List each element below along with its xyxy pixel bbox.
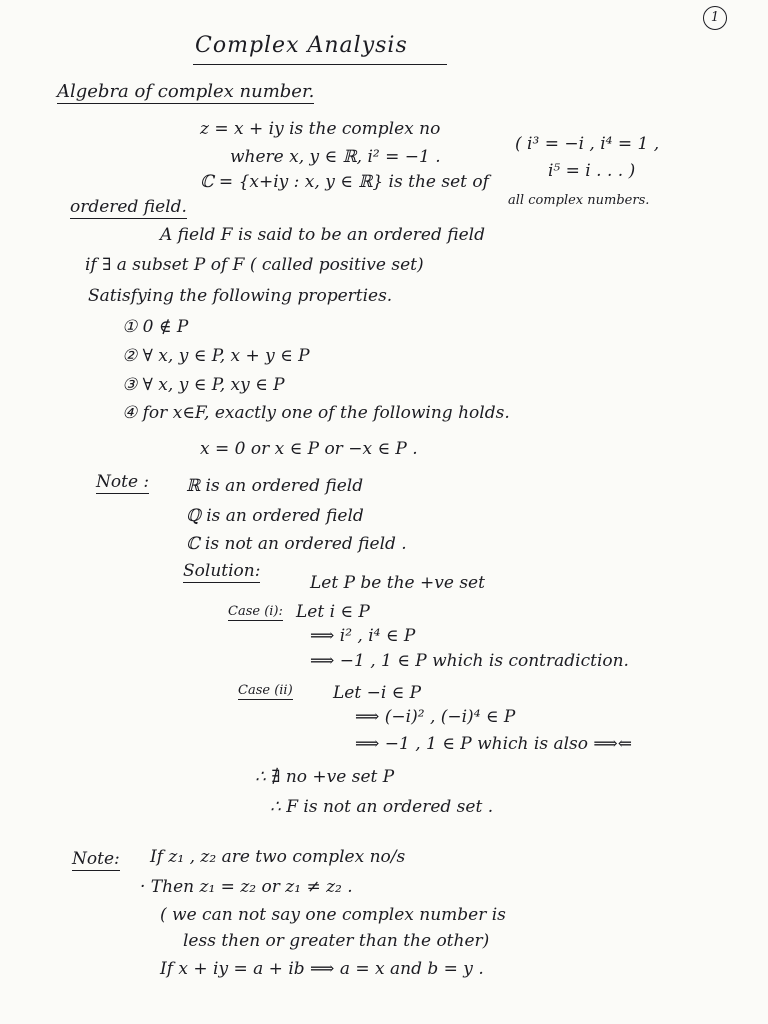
property-4-cases: x = 0 or x ∈ P or −x ∈ P . xyxy=(200,439,418,459)
page-title: Complex Analysis xyxy=(195,33,408,58)
conclusion-line-2: ∴ F is not an ordered set . xyxy=(270,797,494,817)
solution-line-1: Let P be the +ve set xyxy=(310,573,485,593)
property-3: ③ ∀ x, y ∈ P, xy ∈ P xyxy=(122,375,285,395)
where-line: where x, y ∈ ℝ, i² = −1 . xyxy=(230,147,441,167)
property-2: ② ∀ x, y ∈ P, x + y ∈ P xyxy=(122,346,310,366)
case-1-step-a: ⟹ i² , i⁴ ∈ P xyxy=(310,626,416,646)
case-1-step-b: ⟹ −1 , 1 ∈ P which is contradiction. xyxy=(310,651,629,671)
note-2-line-d: less then or greater than the other) xyxy=(183,931,490,951)
note-label: Note : xyxy=(96,472,150,492)
case-2-step-a: ⟹ (−i)² , (−i)⁴ ∈ P xyxy=(355,707,516,727)
z-definition: z = x + iy is the complex no xyxy=(200,119,441,139)
case-1-text: Let i ∈ P xyxy=(296,602,370,622)
note-2-line-e: If x + iy = a + ib ⟹ a = x and b = y . xyxy=(160,959,484,979)
title-underline xyxy=(193,64,447,65)
note-2-line-b: · Then z₁ = z₂ or z₁ ≠ z₂ . xyxy=(140,877,353,897)
note-2-line-c: ( we can not say one complex number is xyxy=(160,905,506,925)
ordered-field-heading: ordered field. xyxy=(70,197,187,217)
note-2-line-a: If z₁ , z₂ are two complex no/s xyxy=(150,847,406,867)
definition-line-1: A field F is said to be an ordered field xyxy=(160,225,485,245)
case-2-step-b: ⟹ −1 , 1 ∈ P which is also ⟹⇐ xyxy=(355,734,633,754)
case-2-label: Case (ii) xyxy=(238,684,293,700)
definition-line-3: Satisfying the following properties. xyxy=(88,286,393,306)
property-1: ① 0 ∉ P xyxy=(122,317,189,337)
solution-label: Solution: xyxy=(183,561,261,581)
powers-line-2: i⁵ = i . . . ) xyxy=(548,161,636,181)
case-1-label: Case (i): xyxy=(228,605,283,621)
property-4: ④ for x∈F, exactly one of the following holds. xyxy=(122,403,510,423)
powers-line: ( i³ = −i , i⁴ = 1 , xyxy=(515,134,660,154)
note-line-2: ℚ is an ordered field xyxy=(186,506,364,526)
note-line-1: ℝ is an ordered field xyxy=(186,476,364,496)
case-2-text: Let −i ∈ P xyxy=(333,683,422,703)
all-complex-line: all complex numbers. xyxy=(508,193,650,208)
note-2-label: Note: xyxy=(72,849,120,869)
definition-line-2: if ∃ a subset P of F ( called positive set) xyxy=(85,255,424,275)
heading-algebra: Algebra of complex number. xyxy=(57,81,315,102)
c-set-line: ℂ = {x+iy : x, y ∈ ℝ} is the set of xyxy=(200,172,489,192)
conclusion-line-1: ∴ ∄ no +ve set P xyxy=(255,767,395,787)
note-line-3: ℂ is not an ordered field . xyxy=(186,534,407,554)
page-number: 1 xyxy=(703,6,727,30)
